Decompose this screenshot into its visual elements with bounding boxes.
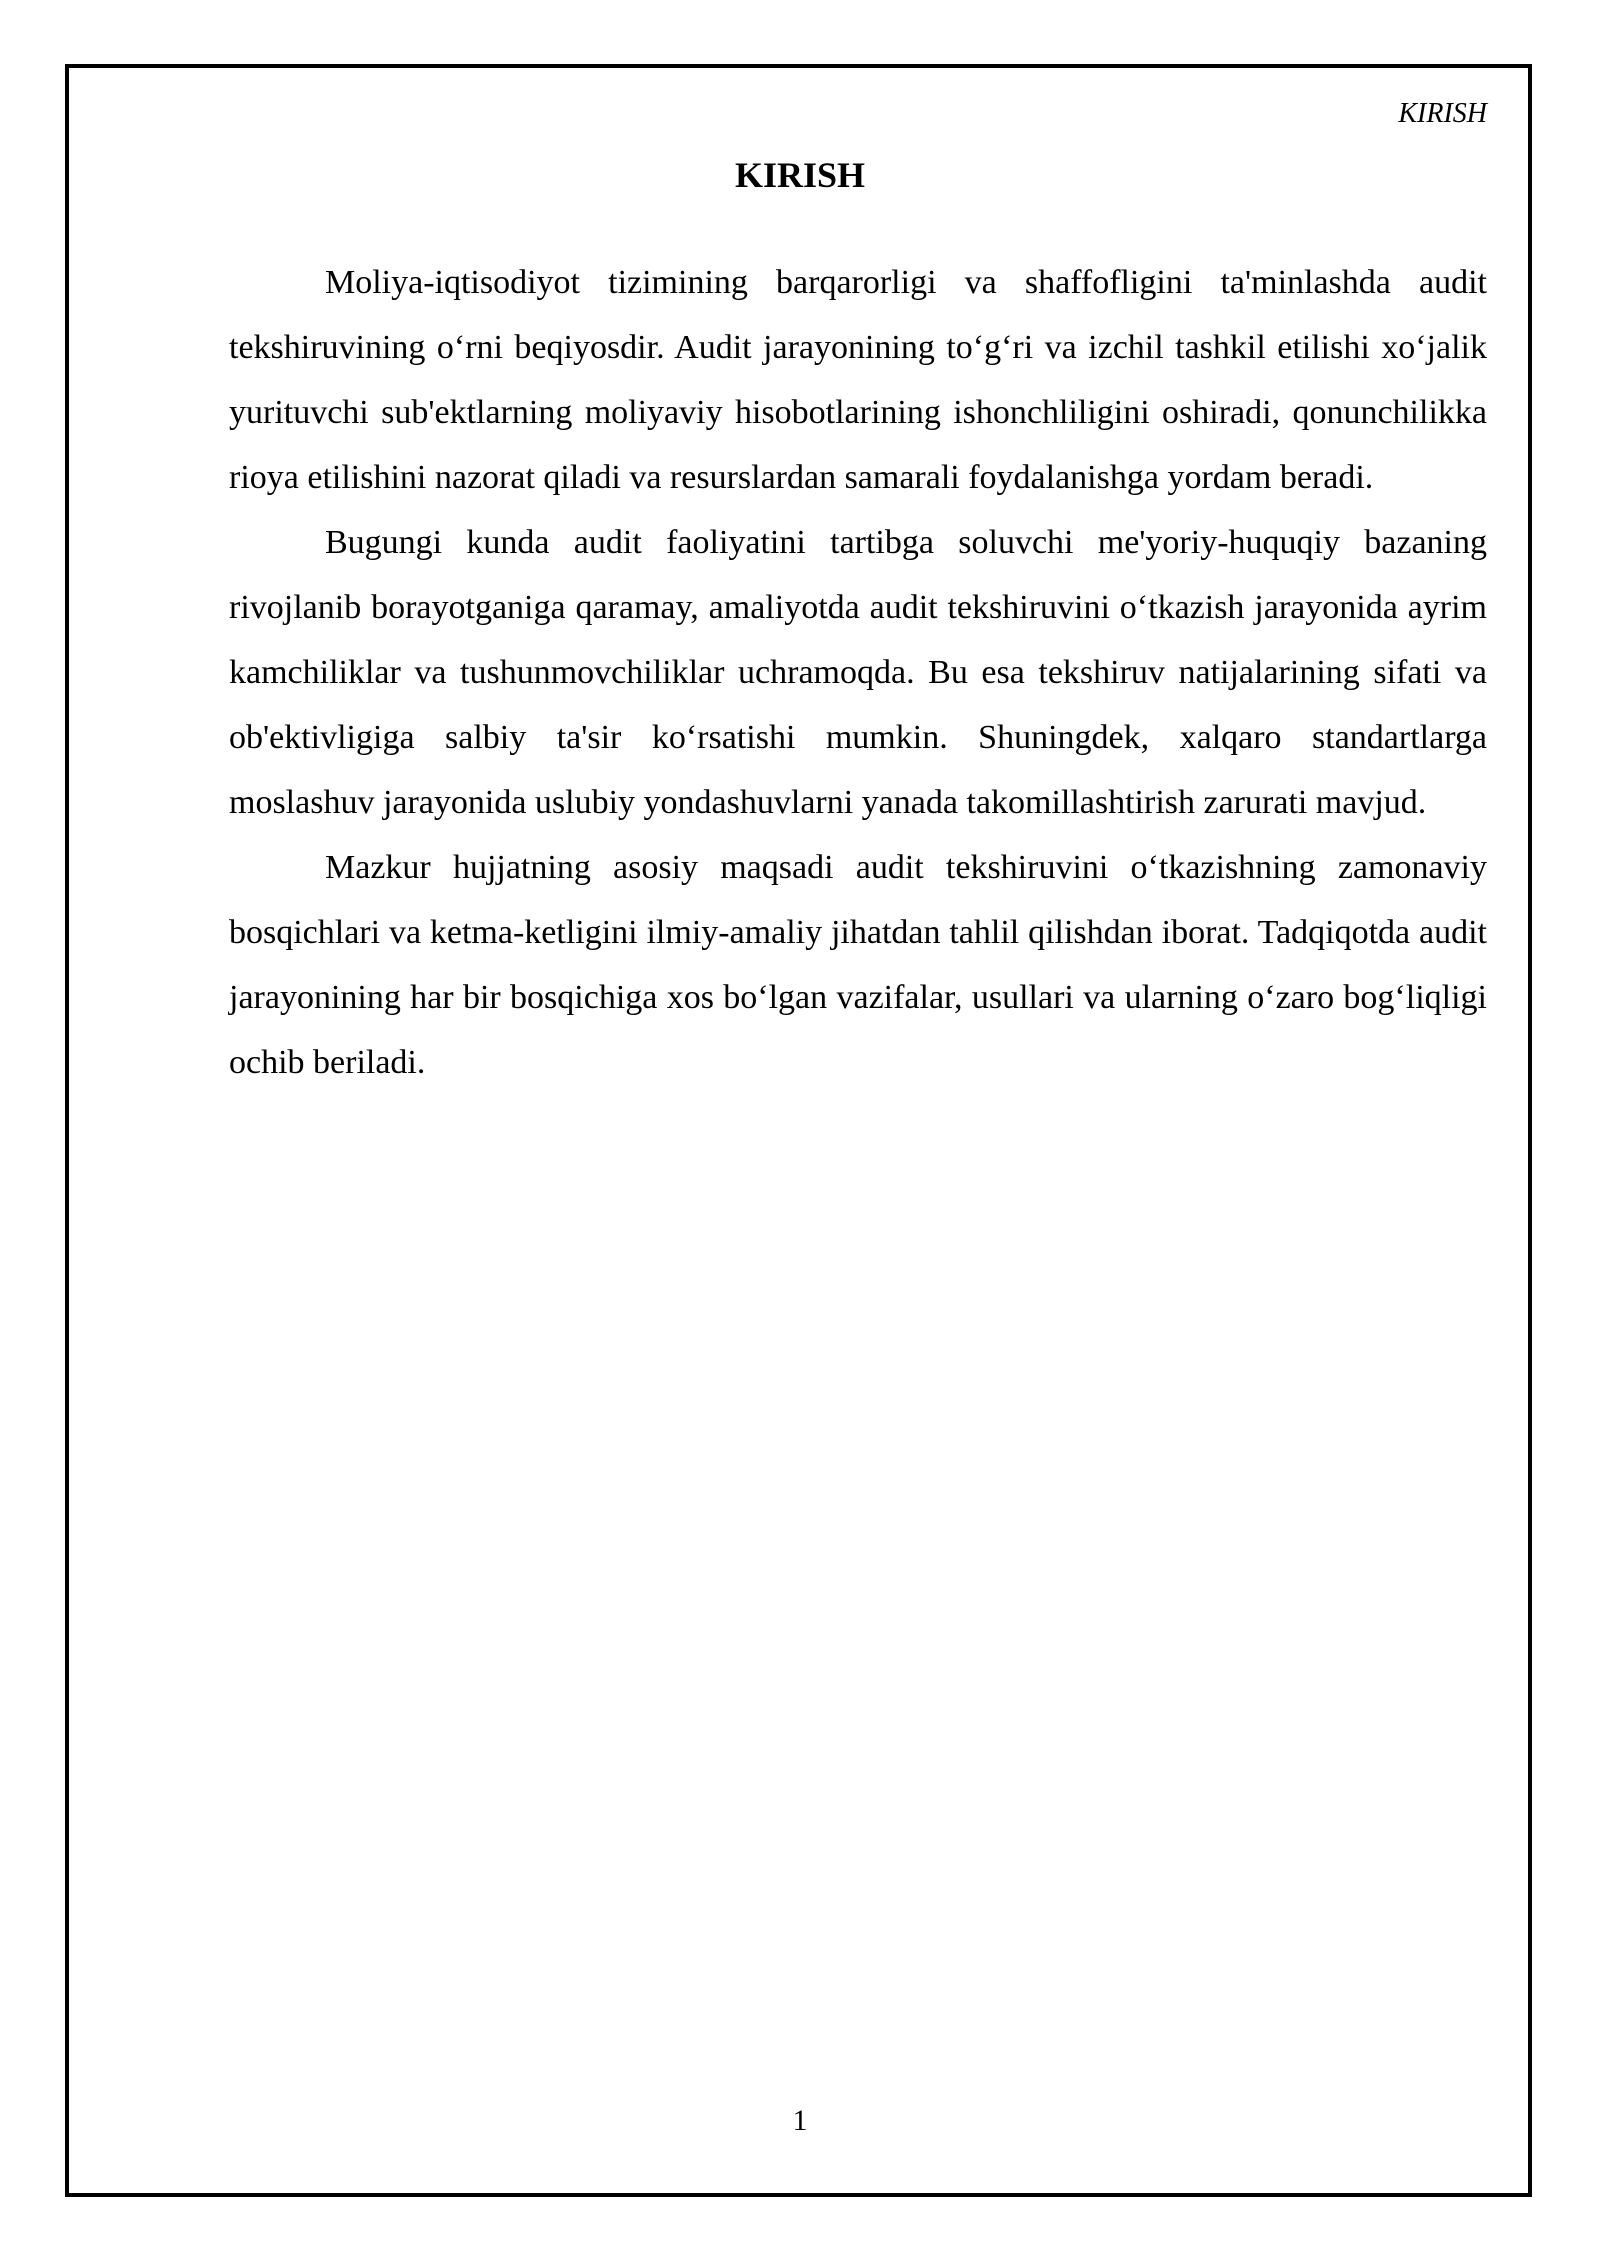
paragraph-3: Mazkur hujjatning asosiy maqsadi audit tekshiruvini o‘tkazishning zamonaviy bosqichlari va ketma-ketligini ilmiy-amaliy jihatdan tahlil qilishdan iborat. Tadqiqotda audit jarayonining har bir bosqichiga xos bo‘lgan vazifalar, usullari va ularning o‘zaro bog‘liqligi ochib beriladi. (229, 849, 1487, 1081)
paragraph-1: Moliya-iqtisodiyot tizimining barqarorligi va shaffofligini ta'minlashda audit tekshiruvining o‘rni beqiyosdir. Audit jarayonining to‘g‘ri va izchil tashkil etilishi xo‘jalik yurituvchi sub'ektlarning moliyaviy hisobotlarining ishonchliligini oshiradi, qonunchilikka rioya etilishini nazorat qiladi va resurslardan samarali foydalanishga yordam beradi. (229, 264, 1487, 496)
page-number: 1 (792, 2104, 808, 2137)
paragraph-2: Bugungi kunda audit faoliyatini tartibga soluvchi me'yoriy-huquqiy bazaning rivojlanib borayotganiga qaramay, amaliyotda audit tekshiruvini o‘tkazish jarayonida ayrim kamchiliklar va tushunmovchiliklar uchramoqda. Bu esa tekshiruv natijalarining sifati va ob'ektivligiga salbiy ta'sir ko‘rsatishi mumkin. Shuningdek, xalqaro standartlarga moslashuv jarayonida uslubiy yondashuvlarni yanada takomillashtirish zarurati mavjud. (229, 524, 1487, 821)
running-header: KIRISH (1398, 98, 1487, 129)
body-text (229, 250, 1487, 1095)
page-title: KIRISH (734, 155, 866, 195)
